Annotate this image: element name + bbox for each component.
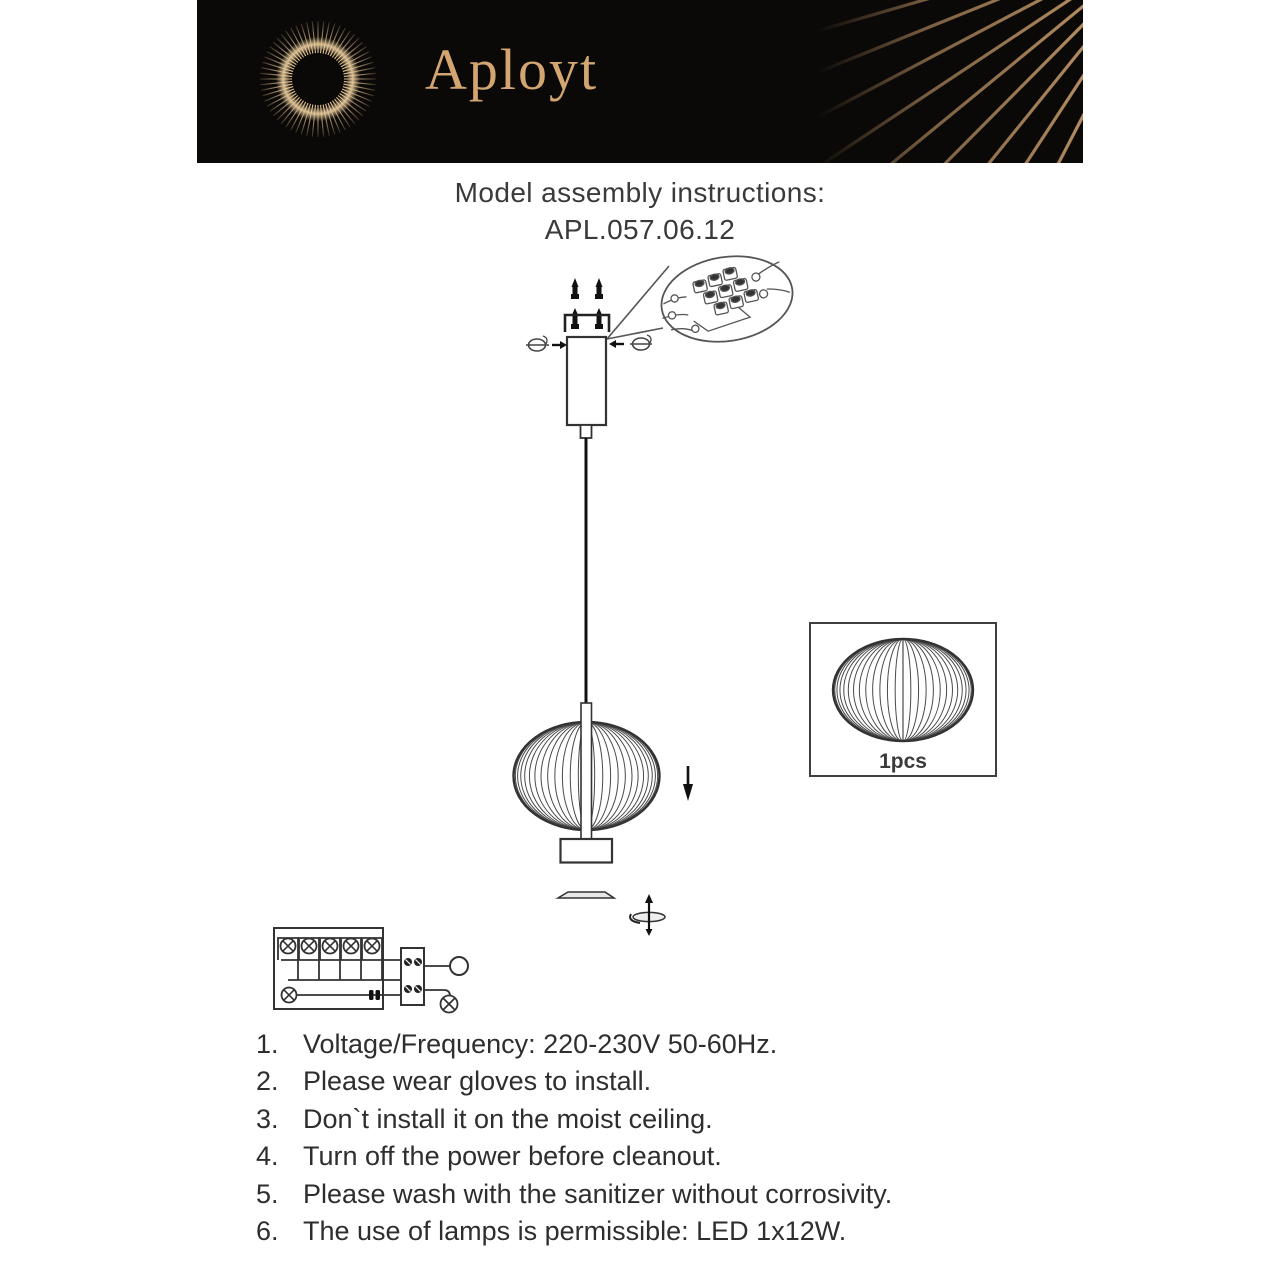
down-arrow-icon xyxy=(683,766,693,801)
item-text: Please wash with the sanitizer without corrosivity. xyxy=(303,1178,893,1209)
item-number: 3. xyxy=(256,1103,279,1134)
item-text: Voltage/Frequency: 220-230V 50-60Hz. xyxy=(303,1029,778,1059)
instruction-item xyxy=(256,1026,1086,1063)
title-line: Model assembly instructions: xyxy=(454,177,826,208)
cable-gripper xyxy=(581,425,592,438)
item-text: The use of lamps is permissible: LED 1x12W. xyxy=(303,1215,847,1246)
page-title xyxy=(0,174,1280,248)
parts-box-shade-drawing xyxy=(811,630,995,748)
item-number: 1. xyxy=(256,1029,279,1059)
item-text: Please wear gloves to install. xyxy=(303,1066,652,1097)
center-tube xyxy=(581,703,592,843)
finial-screw xyxy=(630,894,665,936)
rotate-screw-symbol-left xyxy=(526,336,567,351)
banner-decoration xyxy=(197,0,1083,163)
diffuser-plate xyxy=(558,892,614,898)
callout-tail xyxy=(607,266,669,339)
item-number: 2. xyxy=(256,1066,279,1097)
brand-name: Aployt xyxy=(425,37,599,102)
brand-banner xyxy=(197,0,1083,163)
driver-box xyxy=(561,839,613,863)
lamp-symbols xyxy=(278,938,382,1003)
sunburst-icon xyxy=(256,17,380,141)
item-text: Turn off the power before cleanout. xyxy=(303,1141,722,1172)
corner-rays-decoration xyxy=(572,0,1083,163)
parts-box xyxy=(809,622,997,777)
item-text: Don`t install it on the moist ceiling. xyxy=(303,1103,713,1134)
mounting-bracket xyxy=(565,315,609,332)
quantity-label: 1pcs xyxy=(879,750,927,773)
instruction-item xyxy=(256,1138,1086,1175)
model-number: APL.057.06.12 xyxy=(544,214,736,245)
instruction-item xyxy=(256,1101,1086,1138)
switch-symbol xyxy=(450,957,468,975)
instruction-item xyxy=(256,1213,1086,1250)
instruction-item xyxy=(256,1176,1086,1213)
mounting-screws-icon xyxy=(571,278,603,329)
item-number: 6. xyxy=(256,1215,279,1246)
wiring-schematic xyxy=(265,916,480,1018)
ceiling-canopy xyxy=(567,337,606,425)
item-number: 5. xyxy=(256,1178,279,1209)
item-number: 4. xyxy=(256,1141,279,1172)
crossed-lamp-symbol xyxy=(441,996,458,1013)
instructions-list xyxy=(256,1026,1086,1250)
terminal-block-callout xyxy=(655,250,799,351)
instruction-item xyxy=(256,1063,1086,1100)
assembly-diagram xyxy=(440,250,800,950)
terminal-block xyxy=(401,948,424,1005)
